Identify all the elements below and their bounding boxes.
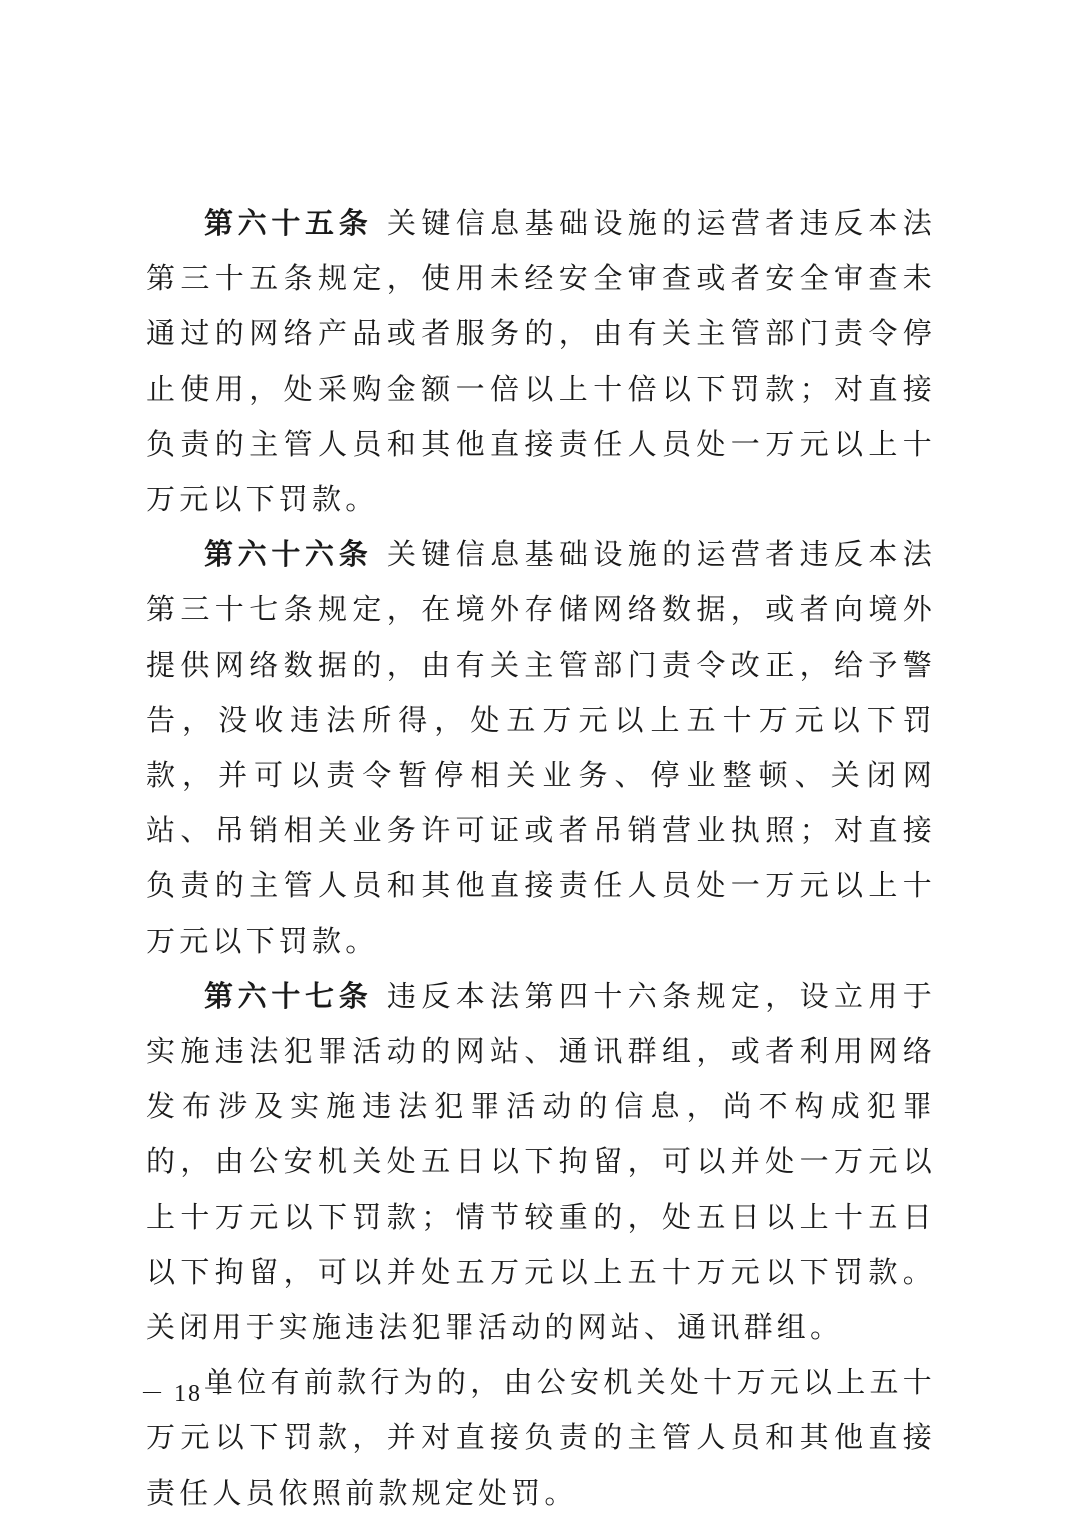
article-text: 关键信息基础设施的运营者违反本法第三十五条规定，使用未经安全审查或者安全审查未通过的网络产品或者服务的，由有关主管部门责令停止使用，处采购金额一倍以上十倍以下罚款；对直接负责的主管人员和其他直接责任人员处一万元以上十万元以下罚款。 bbox=[146, 206, 936, 517]
document-body bbox=[146, 196, 936, 1521]
page-number: － 18 － bbox=[140, 1381, 236, 1407]
article-heading: 第六十六条 bbox=[204, 537, 373, 572]
article-text: 违反本法第四十六条规定，设立用于实施违法犯罪活动的网站、通讯群组，或者利用网络发布涉及实施违法犯罪活动的信息，尚不构成犯罪的，由公安机关处五日以下拘留，可以并处一万元以上十万元以下罚款；情节较重的，处五日以上十五日以下拘留，可以并处五万元以上五十万元以下罚款。关闭用于实施违法犯罪活动的网站、通讯群组。 bbox=[146, 978, 936, 1345]
article-heading: 第六十七条 bbox=[204, 978, 373, 1013]
article-66 bbox=[146, 527, 936, 969]
article-heading: 第六十五条 bbox=[204, 206, 373, 240]
closing-paragraph: 单位有前款行为的，由公安机关处十万元以上五十万元以下罚款，并对直接负责的主管人员和其他直接责任人员依照前款规定处罚。 bbox=[146, 1365, 936, 1510]
article-text: 关键信息基础设施的运营者违反本法第三十七条规定，在境外存储网络数据，或者向境外提供网络数据的，由有关主管部门责令改正，给予警告，没收违法所得，处五万元以上五十万元以下罚款，并可以责令暂停相关业务、停业整顿、关闭网站、吊销相关业务许可证或者吊销营业执照；对直接负责的主管人员和其他直接责任人员处一万元以上十万元以下罚款。 bbox=[146, 537, 936, 958]
article-65 bbox=[146, 196, 936, 527]
article-67 bbox=[146, 969, 936, 1355]
